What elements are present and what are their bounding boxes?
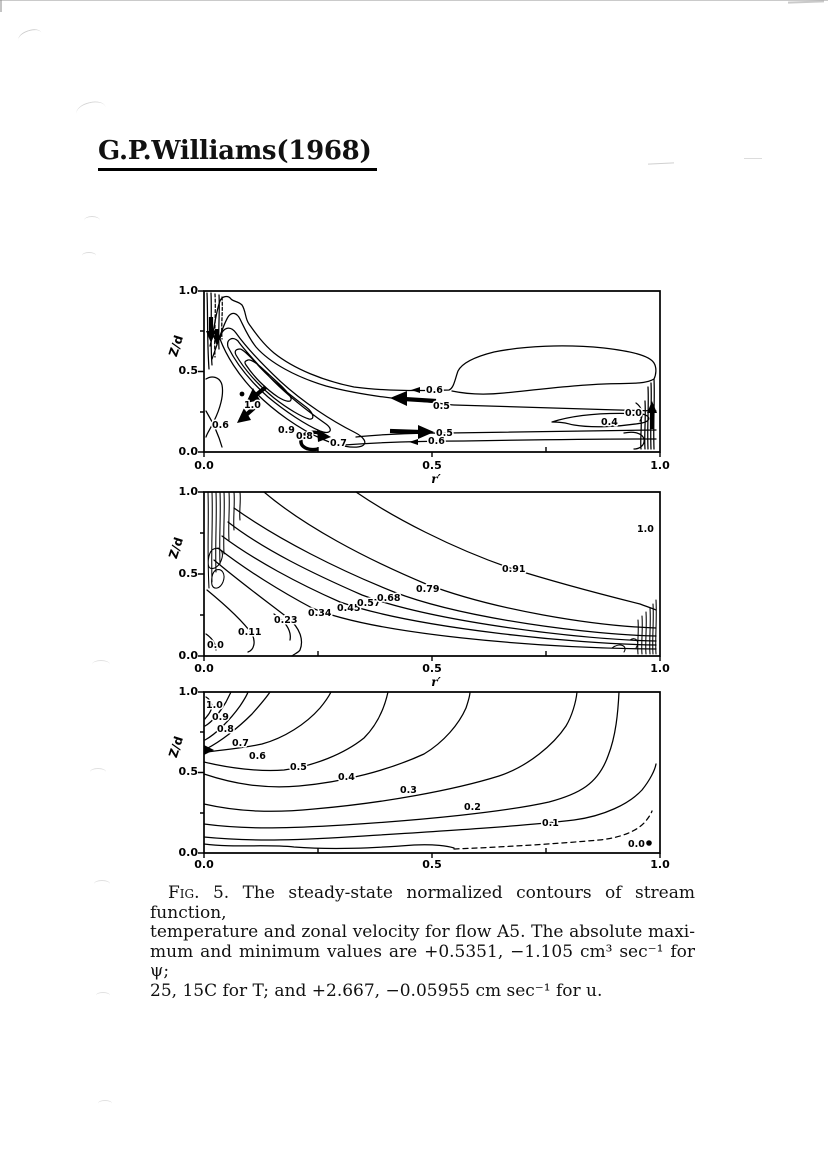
axis-ticks	[198, 492, 660, 661]
y-axis-label: Z/d	[165, 734, 187, 760]
contour-label: 0.9	[278, 425, 295, 436]
contour-label: 0.1	[542, 818, 559, 829]
small-arrowhead	[411, 387, 420, 393]
caption-line: mum and minimum values are +0.5351, −1.105 cm³ sec⁻¹ for ψ;	[150, 941, 695, 981]
y-axis-label: Z/d	[165, 333, 187, 359]
y-tick: 0.0	[178, 649, 198, 662]
x-tick: 0.0	[194, 662, 214, 675]
contour-label: 0.34	[308, 608, 332, 619]
page-title: G.P.Williams(1968)	[98, 136, 377, 171]
scan-artifact	[788, 0, 824, 3]
scan-artifact	[84, 216, 100, 225]
x-tick: 0.0	[194, 459, 214, 472]
x-tick: 1.0	[650, 662, 670, 675]
x-tick: 0.5	[422, 459, 442, 472]
caption-text: The steady-state normalized contours of stream function,	[150, 883, 695, 923]
contour-label: 0.2	[464, 802, 481, 813]
contour-label: 0.5	[290, 762, 307, 773]
scan-artifact	[17, 27, 44, 47]
small-arrowhead	[409, 439, 418, 445]
zero-dashed-contour	[454, 811, 652, 849]
contour-label: 0.5	[433, 401, 450, 412]
y-tick: 1.0	[178, 284, 198, 297]
endpoint-dot	[646, 840, 652, 846]
contour-label: 0.0	[625, 408, 642, 419]
contour-label: 0.23	[274, 615, 298, 626]
contour-label: 0.7	[232, 738, 249, 749]
contour-label: 0.3	[400, 785, 417, 796]
contour-label: 0.4	[338, 772, 355, 783]
contour-label: 0.6	[212, 420, 229, 431]
contour-label: 0.6	[249, 751, 266, 762]
contour-label: 0.68	[377, 593, 401, 604]
y-tick: 0.0	[178, 846, 198, 859]
x-tick: 0.5	[422, 858, 442, 871]
contour-label: 0.57	[357, 598, 381, 609]
y-tick: 0.0	[178, 445, 198, 458]
contour-label: 0.4	[601, 417, 618, 428]
x-tick: 0.0	[194, 858, 214, 871]
zonal-velocity-plot	[190, 686, 674, 865]
contour-label: 1.0	[244, 400, 261, 411]
contour-label: 0.6	[426, 385, 443, 396]
jet-maximum-marker	[204, 745, 214, 755]
contour-label: 0.9	[212, 712, 229, 723]
contour-label: 1.0	[206, 700, 223, 711]
contour-label: 0.0	[207, 640, 224, 651]
contour-label: 1.0	[637, 524, 654, 535]
plot-frame	[204, 291, 660, 452]
caption-line	[150, 884, 695, 923]
contour-label: 0.8	[217, 724, 234, 735]
scan-artifact	[90, 768, 106, 776]
scan-artifact	[98, 1100, 112, 1107]
contour-label: 0.79	[416, 584, 440, 595]
caption-line: 25, 15C for T; and +2.667, −0.05955 cm sec⁻¹ for u.	[150, 980, 603, 1001]
x-axis-label: r′	[431, 675, 441, 689]
x-tick: 0.5	[422, 662, 442, 675]
contour-label: 0.5	[436, 428, 453, 439]
scan-artifact	[0, 0, 2, 12]
contour-label: 0.8	[296, 431, 313, 442]
scan-artifact	[82, 252, 96, 259]
contour-label: 0.45	[337, 603, 361, 614]
contour-label: 0.11	[238, 627, 262, 638]
scan-artifact	[648, 162, 674, 164]
temperature-plot	[190, 486, 674, 668]
x-axis-label: r′	[431, 472, 441, 486]
scan-artifact	[0, 0, 828, 1]
y-tick: 1.0	[178, 685, 198, 698]
topleft-wall-striations	[208, 492, 240, 588]
y-tick: 1.0	[178, 485, 198, 498]
scan-artifact	[94, 880, 110, 888]
y-tick: 0.5	[178, 567, 198, 580]
contour-label: 0.7	[330, 438, 347, 449]
stagnation-dot	[240, 392, 245, 397]
y-axis-label: Z/d	[165, 535, 187, 561]
contour-label: 0.0	[628, 839, 645, 850]
stream-function-plot	[190, 285, 674, 464]
caption-line: temperature and zonal velocity for flow A5. The absolute maxi-	[150, 922, 695, 942]
axis-ticks	[198, 692, 660, 858]
x-tick: 1.0	[650, 858, 670, 871]
scan-artifact	[74, 99, 107, 123]
plot-frame	[204, 692, 660, 853]
contour-label: 0.91	[502, 564, 526, 575]
contour-label: 0.6	[428, 436, 445, 447]
y-tick: 0.5	[178, 364, 198, 377]
figure-caption	[150, 884, 695, 1001]
scan-artifact	[96, 992, 110, 999]
figure-number: Fig. 5.	[168, 883, 230, 903]
scan-artifact	[92, 660, 110, 669]
x-tick: 1.0	[650, 459, 670, 472]
y-tick: 0.5	[178, 765, 198, 778]
scan-artifact	[744, 158, 762, 159]
